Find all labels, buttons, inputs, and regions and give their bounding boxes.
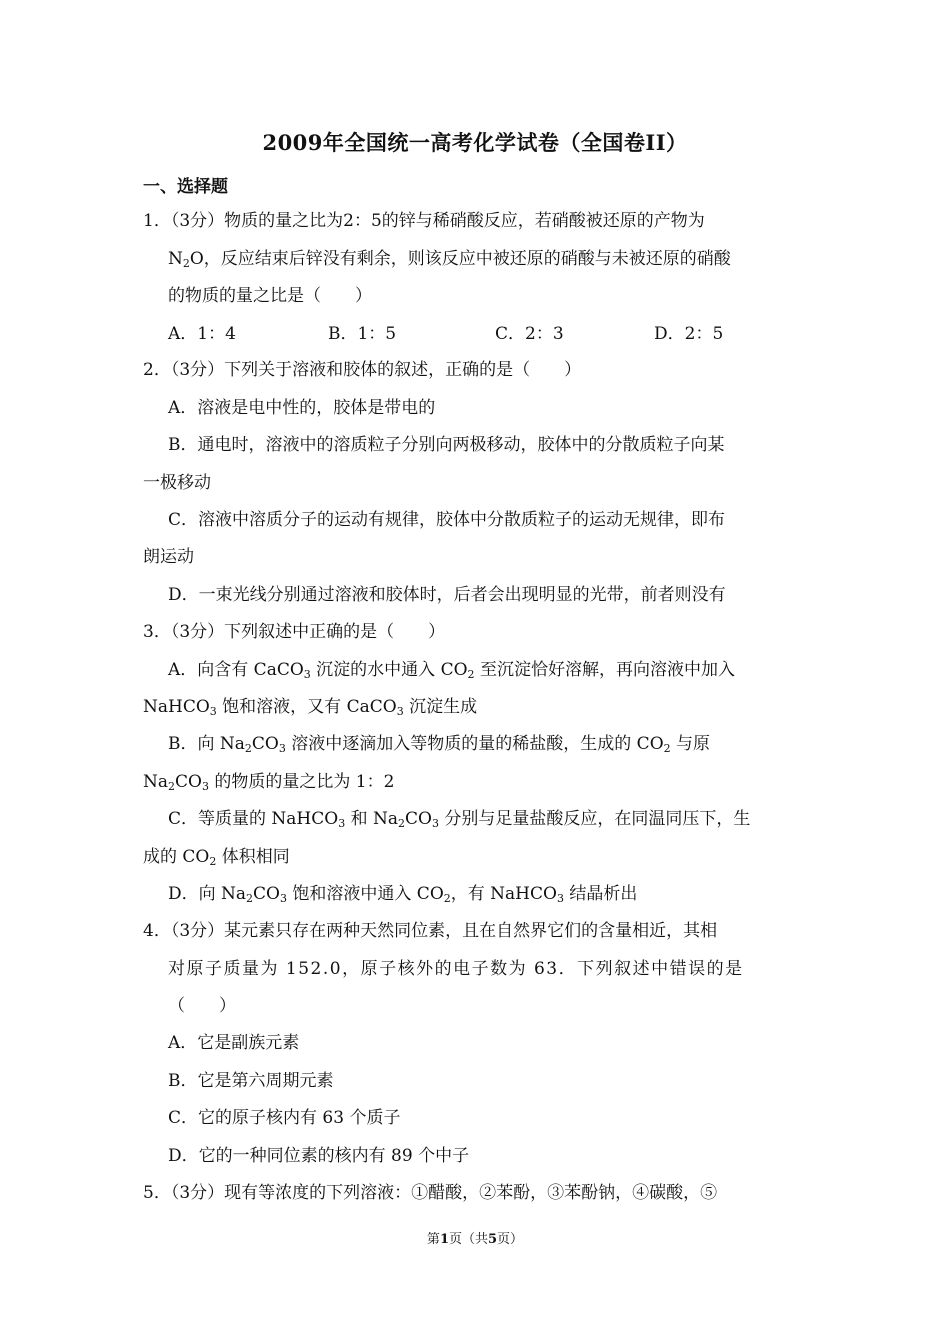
q2-stem: 2．（3分）下列关于溶液和胶体的叙述，正确的是（ ） <box>143 360 582 380</box>
q1-option-d: D．2：5 <box>654 324 724 344</box>
q3-option-c-line1: C．等质量的 NaHCO$_3$ 和 $Na_2CO_3$ 分别与足量盐酸反应，在同温同压下，生 <box>168 809 751 830</box>
q4-option-b: B．它是第六周期元素 <box>168 1071 334 1091</box>
q3-option-a-line2: NaHCO$_3$ 饱和溶液，又有 CaCO$_3$ 沉淀生成 <box>143 697 478 718</box>
q4-option-a: A．它是副族元素 <box>168 1033 300 1053</box>
q1-option-b: B．1：5 <box>328 324 397 344</box>
q3-option-b-line2: $Na_2CO_3$ 的物质的量之比为 1：2 <box>143 772 395 793</box>
q4-stem-line2: 对原子质量为 152.0，原子核外的电子数为 63．下列叙述中错误的是 <box>168 959 744 979</box>
q1-stem-line3: 的物质的量之比是（ ） <box>168 286 372 306</box>
q2-option-d: D．一束光线分别通过溶液和胶体时，后者会出现明显的光带，前者则没有 <box>168 585 726 605</box>
q3-option-b-line1: B．向 $Na_2CO_3$ 溶液中逐滴加入等物质的量的稀盐酸，生成的 $CO_2$ 与原 <box>168 734 711 755</box>
q3-stem: 3．（3分）下列叙述中正确的是（ ） <box>143 622 446 642</box>
q4-option-c: C．它的原子核内有 63 个质子 <box>168 1108 401 1128</box>
q4-option-d: D．它的一种同位素的核内有 89 个中子 <box>168 1146 470 1166</box>
q1-option-a: A．1：4 <box>168 324 236 344</box>
q3-option-d: D．向 $Na_2CO_3$ 饱和溶液中通入 $CO_2$，有 NaHCO$_3$ 结晶析出 <box>168 884 638 905</box>
q4-stem-line3: （ ） <box>168 996 236 1016</box>
q2-option-b-line2: 一极移动 <box>143 473 211 493</box>
section-heading: 一、选择题 <box>143 177 228 197</box>
page-footer: 第1页（共5页） <box>426 1232 524 1247</box>
q1-stem-line2: $N_2O$，反应结束后锌没有剩余，则该反应中被还原的硝酸与未被还原的硝酸 <box>168 249 731 270</box>
q2-option-c-line1: C．溶液中溶质分子的运动有规律，胶体中分散质粒子的运动无规律，即布 <box>168 510 726 530</box>
q1-stem-line1: 1．（3分）物质的量之比为2：5的锌与稀硝酸反应，若硝酸被还原的产物为 <box>143 211 705 231</box>
page-title: 2009年全国统一高考化学试卷（全国卷II） <box>262 130 688 155</box>
q1-option-c: C．2：3 <box>495 324 564 344</box>
q4-stem-line1: 4．（3分）某元素只存在两种天然同位素，且在自然界它们的含量相近，其相 <box>143 921 718 941</box>
q2-option-a: A．溶液是电中性的，胶体是带电的 <box>168 398 436 418</box>
q5-stem-line1: 5．（3分）现有等浓度的下列溶液：①醋酸，②苯酚，③苯酚钠，④碳酸，⑤ <box>143 1183 718 1203</box>
q2-option-b-line1: B．通电时，溶液中的溶质粒子分别向两极移动，胶体中的分散质粒子向某 <box>168 435 725 455</box>
q2-option-c-line2: 朗运动 <box>143 547 194 567</box>
q3-option-a-line1: A．向含有 CaCO$_3$ 沉淀的水中通入 $CO_2$ 至沉淀恰好溶解，再向溶液中加入 <box>168 660 735 681</box>
page-total: 5 <box>488 1232 498 1247</box>
page-number: 1 <box>439 1232 449 1247</box>
q3-option-c-line2: 成的 $CO_2$ 体积相同 <box>143 847 290 868</box>
